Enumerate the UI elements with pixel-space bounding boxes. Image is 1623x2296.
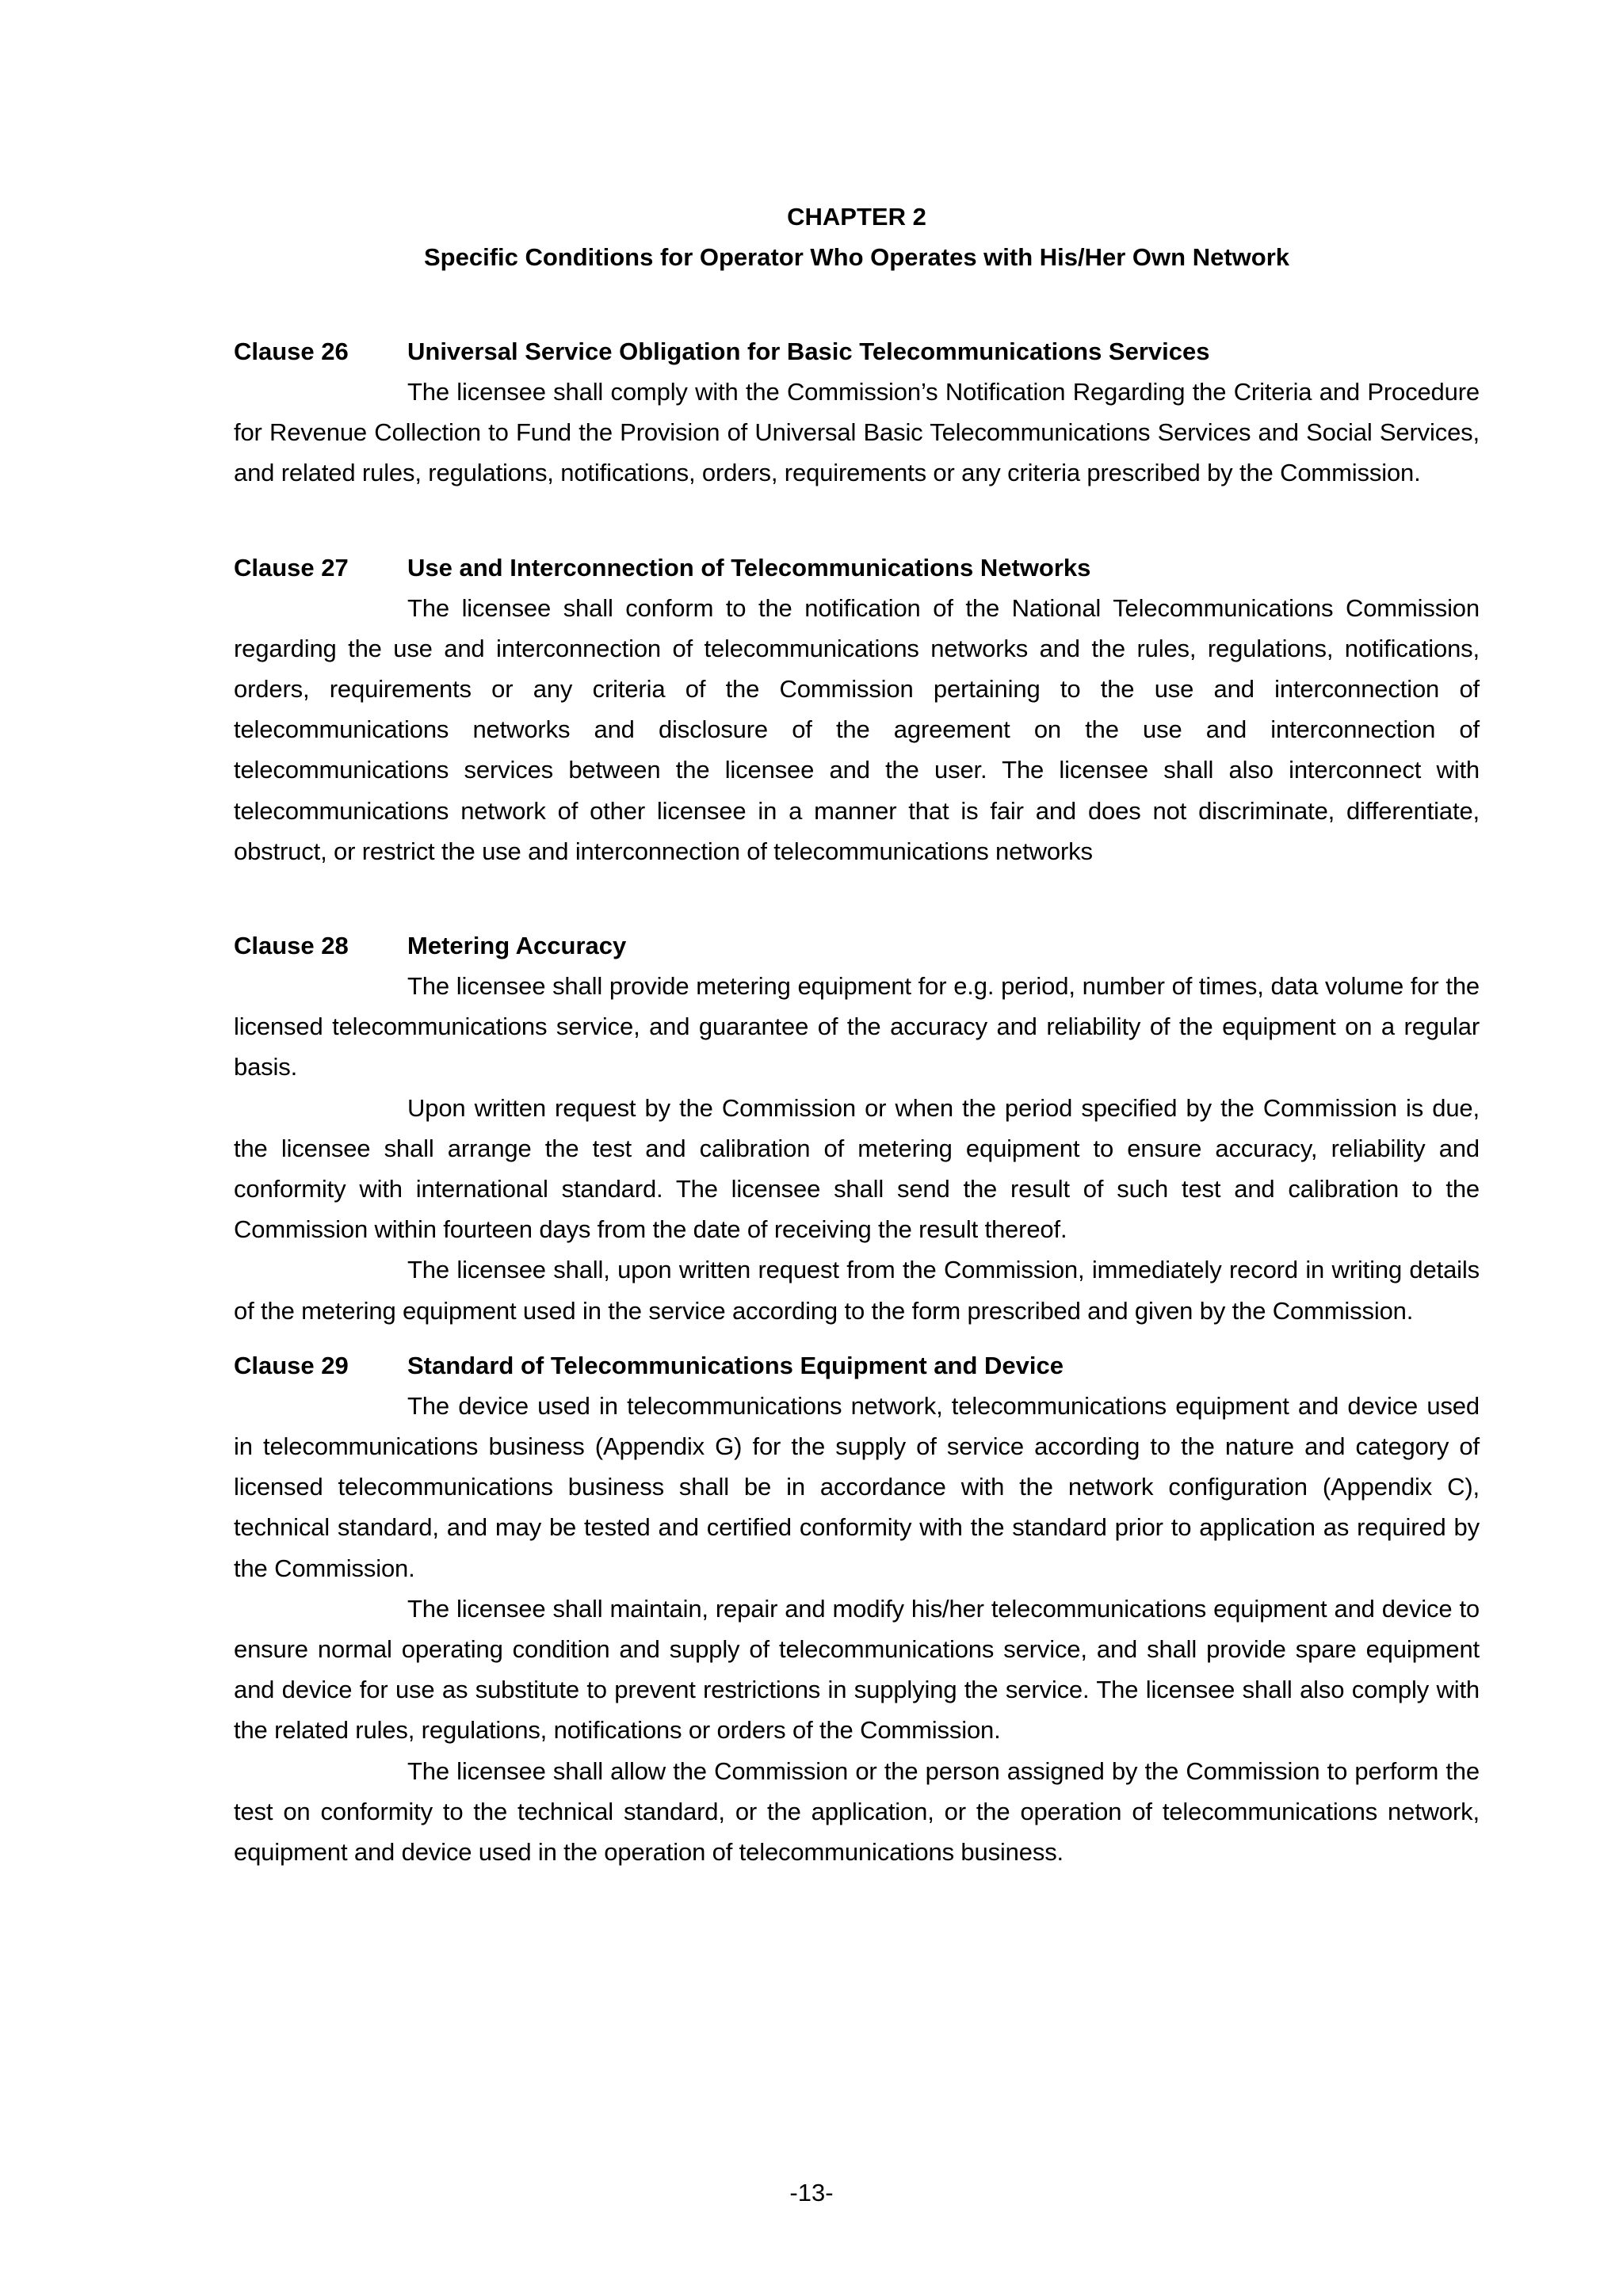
- clause-29: [234, 1345, 1480, 1872]
- chapter-subtitle: Specific Conditions for Operator Who Operates with His/Her Own Network: [423, 243, 1290, 271]
- page-number: -13-: [789, 2179, 834, 2206]
- clause-number: Clause 27: [234, 553, 349, 582]
- chapter-heading: CHAPTER 2: [787, 203, 926, 231]
- clause-paragraph: The licensee shall, upon written request from the Commission, immediately record in writing details of the metering equipment used in the service according to the form prescribed and given by the Commission.: [234, 1256, 1480, 1325]
- clause-paragraph: The device used in telecommunications network, telecommunications equipment and device used in telecommunications business (Appendix G) for the supply of service according to the nature and category of licensed telecommunications business shall be in accordance with the network configuration (Appendix C), technical standard, and may be tested and certified conformity with the standard prior to application as required by the Commission.: [234, 1391, 1480, 1582]
- clause-28: [234, 925, 1480, 1331]
- clause-paragraph: The licensee shall conform to the notification of the National Telecommunications Commission regarding the use and interconnection of telecommunications networks and the rules, regulations, notifications, orders, requirements or any criteria of the Commission pertaining to the use and interconnection of telecommunications networks and disclosure of the agreement on the use and interconnection of telecommunications services between the licensee and the user. The licensee shall also interconnect with telecommunications network of other licensee in a manner that is fair and does not discriminate, differentiate, obstruct, or restrict the use and interconnection of telecommunications networks: [234, 593, 1480, 865]
- page-content: [234, 196, 1480, 1872]
- clause-26: [234, 331, 1480, 494]
- clause-paragraph: Upon written request by the Commission or when the period specified by the Commission is due, the licensee shall arrange the test and calibration of metering equipment to ensure accuracy, reliability and conformity with international standard. The licensee shall send the result of such test and calibration to the Commission within fourteen days from the date of receiving the result thereof.: [234, 1093, 1480, 1244]
- clause-number: Clause 26: [234, 338, 349, 365]
- clause-paragraph: The licensee shall comply with the Commission’s Notification Regarding the Criteria and Procedure for Revenue Collection to Fund the Provision of Universal Basic Telecommunications Services and Social Services, and related rules, regulations, notifications, orders, requirements or any criteria prescribed by the Commission.: [234, 378, 1480, 487]
- clause-title: Use and Interconnection of Telecommunications Networks: [407, 553, 1091, 582]
- clause-heading: [234, 925, 1480, 966]
- clause-number: Clause 29: [234, 1351, 349, 1379]
- clause-title: Metering Accuracy: [407, 932, 627, 960]
- clause-number: Clause 28: [234, 932, 349, 960]
- clause-title: Universal Service Obligation for Basic Telecommunications Services: [407, 338, 1210, 365]
- clause-heading: [234, 331, 1480, 372]
- clause-27: [234, 547, 1480, 871]
- clause-paragraph: The licensee shall allow the Commission or the person assigned by the Commission to perform the test on conformity to the technical standard, or the application, or the operation of telecommunications network, equipment and device used in the operation of telecommunications business.: [234, 1756, 1480, 1867]
- clause-paragraph: The licensee shall maintain, repair and modify his/her telecommunications equipment and device to ensure normal operating condition and supply of telecommunications service, and shall provide spare equipment and device for use as substitute to prevent restrictions in supplying the service. The licensee shall also comply with the related rules, regulations, notifications or orders of the Commission.: [234, 1594, 1480, 1745]
- clause-paragraph: The licensee shall provide metering equipment for e.g. period, number of times, data volume for the licensed telecommunications service, and guarantee of the accuracy and reliability of the equipment on a regular basis.: [234, 972, 1480, 1081]
- clause-heading: [234, 1345, 1480, 1386]
- clause-heading: [234, 547, 1480, 588]
- clause-title: Standard of Telecommunications Equipment and Device: [407, 1351, 1064, 1379]
